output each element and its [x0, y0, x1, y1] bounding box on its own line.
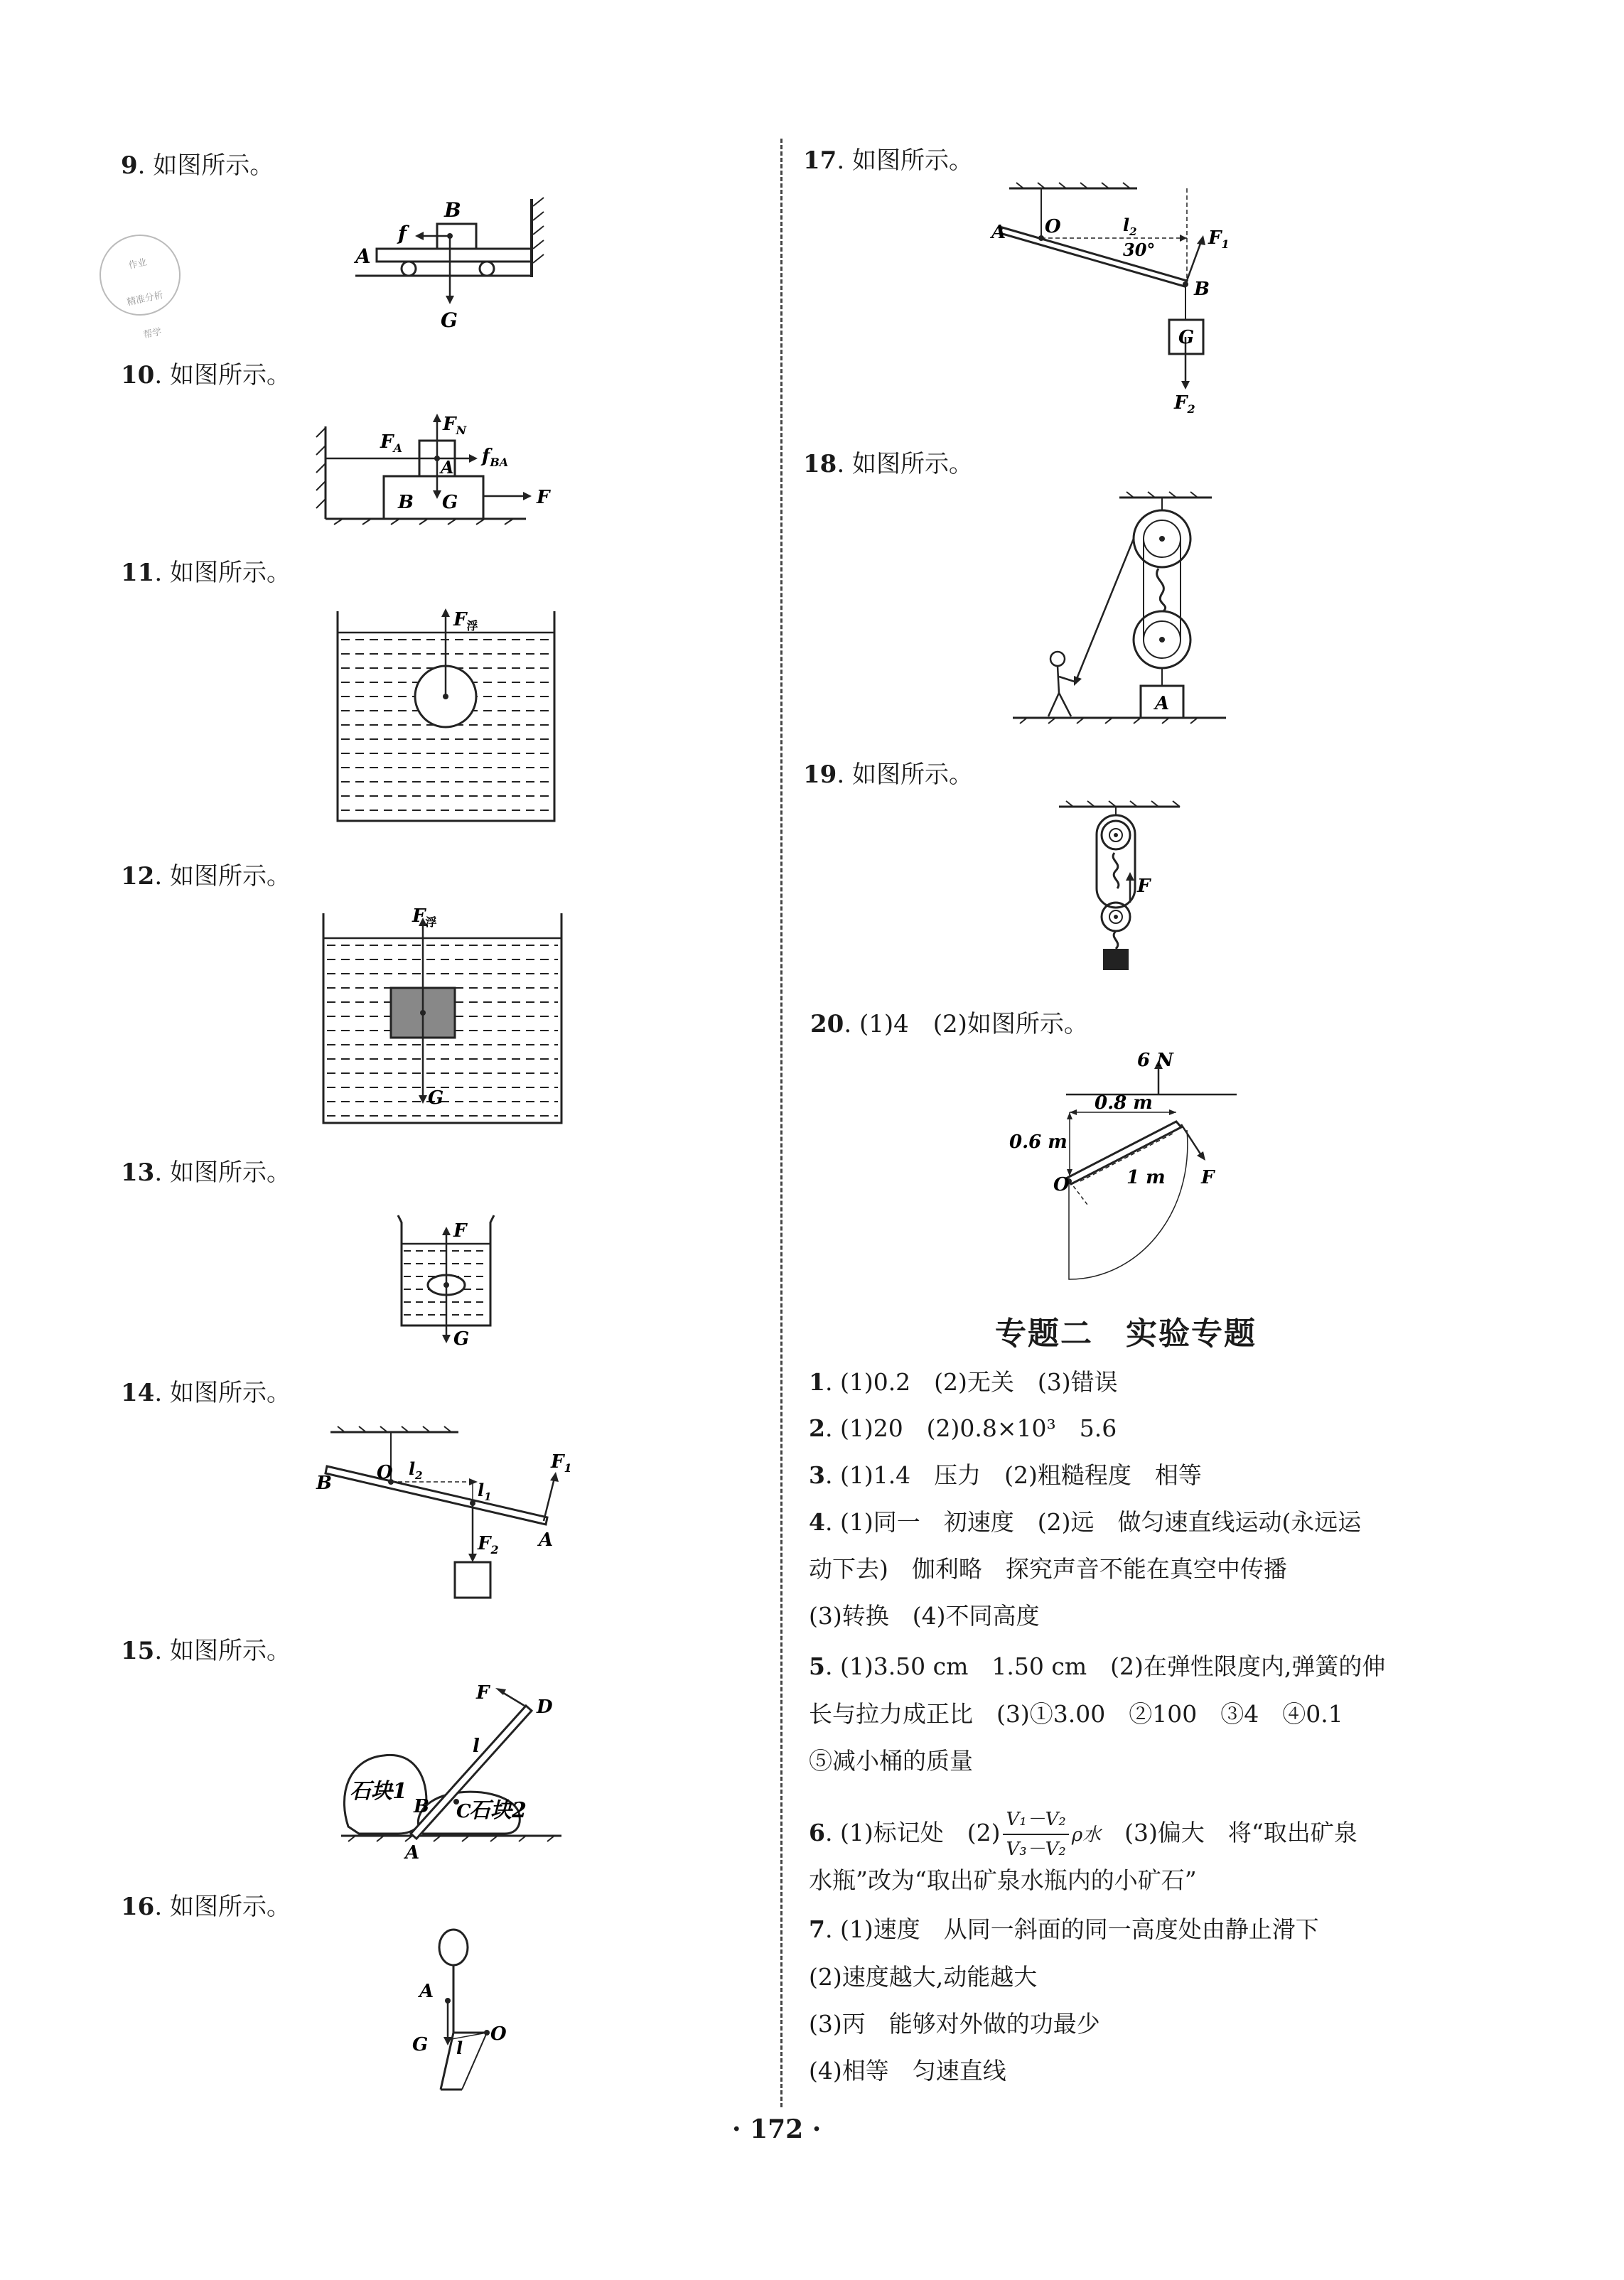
label-F: F — [453, 1220, 467, 1242]
item-15 — [121, 1631, 291, 1666]
answer-text: . (1)3.50 cm 1.50 cm (2)在弹性限度内,弹簧的伸 — [824, 1652, 1386, 1680]
item-text: . 如图所示。 — [154, 1379, 291, 1407]
section-title: 专题二 实验专题 — [995, 1316, 1257, 1352]
label-B: B — [444, 198, 461, 222]
item-number: 11 — [121, 559, 155, 587]
answer-7-line3 — [809, 2010, 1100, 2038]
item-number: 17 — [803, 146, 837, 175]
item-text: . 如图所示。 — [154, 1158, 291, 1187]
label-fBA: f — [482, 446, 490, 467]
answer-text: 水瓶”改为“取出矿泉水瓶内的小矿石” — [809, 1866, 1197, 1894]
svg-text:F浮 — [412, 905, 436, 929]
svg-text:l2 — [1123, 215, 1137, 238]
item-number: 14 — [121, 1379, 155, 1407]
item-text: . 如图所示。 — [837, 146, 973, 175]
label-F2: F — [1174, 392, 1188, 414]
label-A: A — [441, 457, 454, 478]
label-G: G — [428, 1087, 444, 1109]
item-14 — [121, 1373, 291, 1408]
label-l1: l — [478, 1480, 485, 1500]
figure-18 — [1006, 490, 1233, 732]
label-FN: F — [443, 414, 456, 435]
label-l2: l — [1123, 215, 1130, 235]
item-text: . 如图所示。 — [154, 1893, 291, 1921]
fraction-numerator: V₁－V₂ — [1003, 1805, 1068, 1835]
label-G: G — [1178, 327, 1195, 348]
label-A: A — [1155, 693, 1170, 714]
label-B: B — [398, 492, 414, 513]
label-l2-sub: 2 — [1129, 225, 1137, 238]
label-F: F — [412, 905, 426, 927]
svg-text:F1 — [550, 1451, 572, 1475]
answer-text: . (1)速度 从同一斜面的同一高度处由静止滑下 — [824, 1915, 1319, 1943]
figure-10 — [313, 405, 569, 526]
answer-text: (3)丙 能够对外做的功最少 — [809, 2010, 1100, 2038]
label-C: C — [456, 1801, 471, 1822]
page-number: · 172 · — [732, 2114, 822, 2144]
answer-7-line2 — [809, 1963, 1037, 1991]
answer-4-line3 — [809, 1602, 1040, 1630]
label-A: A — [355, 244, 371, 268]
rho-symbol: ρ水 — [1071, 1824, 1102, 1846]
answer-1 — [809, 1368, 1118, 1397]
svg-text:l1 — [478, 1480, 492, 1503]
label-d08: 0.8 m — [1095, 1092, 1153, 1114]
label-F: F — [476, 1682, 490, 1704]
item-number: 19 — [803, 760, 837, 789]
figure-14 — [313, 1425, 583, 1610]
label-FN-sub: N — [456, 424, 467, 437]
label-F: F — [1201, 1167, 1215, 1188]
density-fraction — [1003, 1805, 1068, 1864]
label-l: l — [473, 1736, 480, 1757]
label-F-sub: 浮 — [425, 915, 437, 929]
answer-number: 5 — [809, 1652, 825, 1680]
label-F: F — [537, 487, 550, 508]
label-F1: F — [551, 1451, 564, 1473]
answer-text: ⑤减小桶的质量 — [809, 1747, 973, 1775]
item-19 — [803, 755, 973, 790]
answer-text: 动下去) 伽利略 探究声音不能在真空中传播 — [809, 1555, 1287, 1583]
label-l: l — [456, 2038, 463, 2058]
label-d06: 0.6 m — [1009, 1131, 1068, 1153]
answer-7-line4 — [809, 2057, 1006, 2085]
label-A: A — [419, 1981, 434, 2002]
figure-17 — [988, 181, 1251, 423]
item-number: 9 — [121, 151, 138, 180]
answer-text: . (1)标记处 (2) — [824, 1819, 1001, 1846]
answer-5 — [809, 1652, 1385, 1681]
svg-text:fBA — [480, 446, 508, 469]
label-force: 6 N — [1137, 1050, 1173, 1071]
item-text: . (1)4 (2)如图所示。 — [844, 1010, 1088, 1038]
stamp-text-1: 作业 — [127, 257, 149, 271]
item-11 — [121, 553, 291, 588]
answer-6-line2 — [809, 1866, 1197, 1895]
answer-5-line2 — [809, 1700, 1343, 1728]
svg-text:F2 — [1173, 392, 1195, 416]
fraction-denominator: V₃－V₂ — [1006, 1839, 1066, 1860]
figure-12 — [320, 906, 569, 1134]
answer-4 — [809, 1508, 1361, 1537]
label-G: G — [441, 308, 458, 332]
label-l1-sub: 1 — [484, 1490, 492, 1503]
answer-2 — [809, 1414, 1117, 1443]
item-text: . 如图所示。 — [837, 760, 973, 789]
answer-text: (3)转换 (4)不同高度 — [809, 1602, 1040, 1630]
stamp-text-3: 帮学 — [142, 326, 163, 341]
label-O: O — [1045, 216, 1061, 237]
figure-19 — [1052, 800, 1194, 991]
item-text: . 如图所示。 — [154, 862, 291, 891]
item-text: . 如图所示。 — [154, 361, 291, 389]
label-f: f — [398, 222, 407, 245]
svg-text:l2 — [409, 1458, 423, 1482]
figure-9 — [341, 192, 547, 334]
label-F2: F — [478, 1533, 491, 1554]
svg-text:FN — [442, 414, 467, 437]
label-FA: F — [380, 431, 394, 453]
column-divider — [780, 139, 783, 2107]
svg-text:F2 — [477, 1533, 499, 1556]
svg-text:FA — [380, 431, 402, 455]
answer-text: . (1)同一 初速度 (2)远 做匀速直线运动(永远运 — [824, 1508, 1362, 1536]
answer-6-rest: (3)偏大 将“取出矿泉 — [1101, 1819, 1357, 1846]
item-text: . 如图所示。 — [137, 151, 274, 180]
label-F: F — [1137, 876, 1151, 897]
item-number: 20 — [810, 1010, 844, 1038]
label-A: A — [539, 1529, 554, 1551]
label-fBA-sub: BA — [490, 456, 509, 469]
label-F1-sub: 1 — [564, 1461, 572, 1475]
label-A: A — [405, 1842, 420, 1864]
item-text: . 如图所示。 — [154, 559, 291, 587]
label-O: O — [377, 1462, 393, 1483]
svg-text:F浮 — [453, 609, 478, 633]
item-17 — [803, 141, 973, 176]
answer-number: 2 — [809, 1414, 825, 1442]
answer-text: . (1)0.2 (2)无关 (3)错误 — [824, 1368, 1118, 1396]
label-D: D — [537, 1696, 553, 1718]
label-F: F — [453, 609, 467, 630]
answer-7 — [809, 1915, 1319, 1944]
label-l2-sub: 2 — [415, 1469, 423, 1482]
answer-number: 6 — [809, 1819, 825, 1846]
item-number: 10 — [121, 361, 155, 389]
figure-15 — [334, 1681, 576, 1866]
answer-3 — [809, 1461, 1202, 1490]
answer-text: (4)相等 匀速直线 — [809, 2057, 1006, 2085]
label-B: B — [1194, 279, 1210, 300]
item-13 — [121, 1153, 291, 1188]
figure-16 — [405, 1926, 505, 2097]
label-rock2: 石块2 — [469, 1798, 527, 1823]
answer-text: . (1)20 (2)0.8×10³ 5.6 — [824, 1414, 1117, 1442]
label-F1-sub: 1 — [1221, 237, 1230, 251]
label-F-sub: 浮 — [466, 619, 478, 633]
answer-number: 4 — [809, 1508, 825, 1536]
item-number: 16 — [121, 1893, 155, 1921]
item-16 — [121, 1887, 291, 1922]
label-O: O — [1053, 1174, 1070, 1195]
label-B: B — [316, 1473, 332, 1494]
item-number: 12 — [121, 862, 155, 891]
label-d1: 1 m — [1126, 1167, 1166, 1188]
answer-4-line2 — [809, 1555, 1287, 1583]
stamp-logo — [92, 227, 188, 341]
answer-text: . (1)1.4 压力 (2)粗糙程度 相等 — [824, 1461, 1202, 1489]
item-18 — [803, 444, 973, 479]
label-l2: l — [409, 1458, 416, 1479]
item-text: . 如图所示。 — [154, 1637, 291, 1665]
answer-6 — [809, 1805, 1357, 1864]
answer-5-line3 — [809, 1747, 973, 1775]
item-number: 15 — [121, 1637, 155, 1665]
item-number: 13 — [121, 1158, 155, 1187]
item-12 — [121, 856, 291, 891]
label-G: G — [453, 1328, 470, 1350]
label-B: B — [414, 1796, 429, 1817]
label-G: G — [412, 2034, 429, 2055]
label-angle: 30° — [1123, 240, 1156, 260]
label-rock1: 石块1 — [350, 1779, 407, 1804]
figure-20 — [995, 1052, 1244, 1294]
answer-number: 7 — [809, 1915, 825, 1943]
answer-number: 3 — [809, 1461, 825, 1489]
label-G: G — [442, 492, 458, 513]
label-F2-sub: 2 — [1187, 402, 1195, 416]
answer-number: 1 — [809, 1368, 825, 1396]
label-FA-sub: A — [393, 441, 402, 455]
label-A: A — [991, 222, 1006, 243]
label-F2-sub: 2 — [490, 1543, 499, 1556]
figure-11 — [334, 604, 561, 832]
stamp-text-2: 精准分析 — [126, 290, 165, 308]
item-9 — [121, 146, 274, 181]
answer-text: (2)速度越大,动能越大 — [809, 1963, 1038, 1991]
svg-text:F1 — [1208, 227, 1230, 251]
figure-13 — [391, 1208, 505, 1350]
label-O: O — [490, 2023, 507, 2045]
item-text: . 如图所示。 — [837, 450, 973, 478]
item-10 — [121, 355, 291, 390]
label-F1: F — [1208, 227, 1222, 249]
answer-text: 长与拉力成正比 (3)①3.00 ②100 ③4 ④0.1 — [809, 1700, 1343, 1728]
item-20 — [810, 1004, 1088, 1039]
item-number: 18 — [803, 450, 837, 478]
